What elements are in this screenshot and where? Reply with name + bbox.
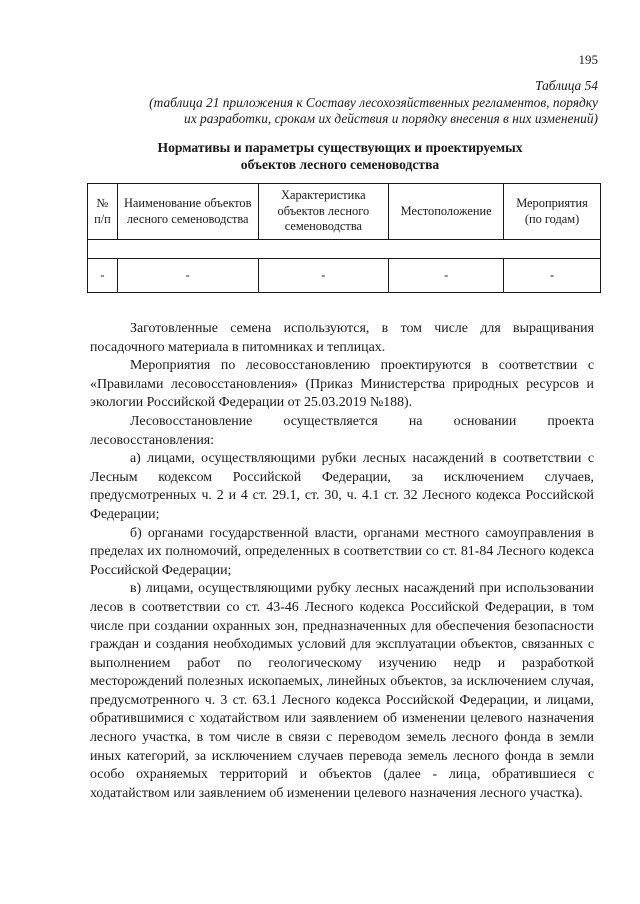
header-object-characteristics: Характеристика объектов лесного семеноводства [258, 184, 389, 240]
list-item-a: а) лицами, осуществляющими рубки лесных насаждений в соответствии с Лесным кодексом Российской Федерации, за исключением случаев, предусмотренных ч. 2 и 4 ст. 29.1, ст. 30, ч. 4.1 ст. 32 Лесного кодекса Российской Федерации; [90, 451, 594, 522]
list-item-v: в) лицами, осуществляющими рубку лесных насаждений при использовании лесов в соответствии со ст. 43-46 Лесного кодекса Российской Федерации, в том числе при создании охранных зон, предназначенных для обеспечения безопасности граждан и создания необходимых условий для эксплуатации объектов, связанных с выполнением работ по геологическому изучению недр и разработкой месторождений полезных ископаемых, линейных объектов, за исключением случая, предусмотренного ч. 3 ст. 63.1 Лесного кодекса Российской Федерации, и лицами, обратившимися с ходатайством или заявлением об изменении целевого назначения лесного участка, в том числе в связи с переводом земель лесного фонда в земли иных категорий, за исключением случаев перевода земель лесного фонда в земли особо охраняемых территорий и объектов (далее - лица, обратившиеся с ходатайством или заявлением об изменении целевого назначения лесного участка). [90, 581, 594, 801]
paragraph-reforestation-rules: Мероприятия по лесовосстановлению проектируются в соответствии с «Правилами лесовосстановления» (Приказ Министерства природных ресурсов и экологии Российской Федерации от 25.03.2019 №188). [90, 358, 594, 411]
table-caption [60, 78, 598, 128]
table-spacer-row [88, 240, 601, 259]
header-number: № п/п [88, 184, 118, 240]
table-cell: - [389, 259, 504, 293]
header-location: Местоположение [389, 184, 504, 240]
table-source-note-line2: их разработки, срокам их действия и порядку внесения в них изменений) [184, 111, 598, 126]
table-cell: - [504, 259, 601, 293]
table-cell: - [88, 259, 118, 293]
table-row [88, 259, 601, 293]
table-title-line1: Нормативы и параметры существующих и проектируемых [157, 140, 523, 155]
paragraph-seeds-usage: Заготовленные семена используются, в том числе для выращивания посадочного материала в питомниках и теплицах. [90, 321, 594, 355]
paragraph-reforestation-basis: Лесовосстановление осуществляется на основании проекта лесовосстановления: [90, 413, 594, 448]
table-title-line2: объектов лесного семеноводства [240, 157, 440, 172]
header-measures: Мероприятия (по годам) [504, 184, 601, 240]
table-header-row [88, 184, 601, 240]
table-title [90, 139, 590, 173]
table-cell: - [117, 259, 258, 293]
header-object-name: Наименование объектов лесного семеноводства [117, 184, 258, 240]
table-source-note-line1: (таблица 21 приложения к Составу лесохозяйственных регламентов, порядку [149, 94, 598, 110]
list-item-b: б) органами государственной власти, органами местного самоуправления в пределах их полномочий, определенных в соответствии со ст. 81-84 Лесного кодекса Российской Федерации; [90, 525, 594, 578]
table-cell: - [258, 259, 389, 293]
page-number: 195 [578, 52, 598, 67]
seed-objects-table [87, 183, 601, 293]
table-label: Таблица 54 [535, 78, 598, 93]
body-text [90, 320, 594, 803]
